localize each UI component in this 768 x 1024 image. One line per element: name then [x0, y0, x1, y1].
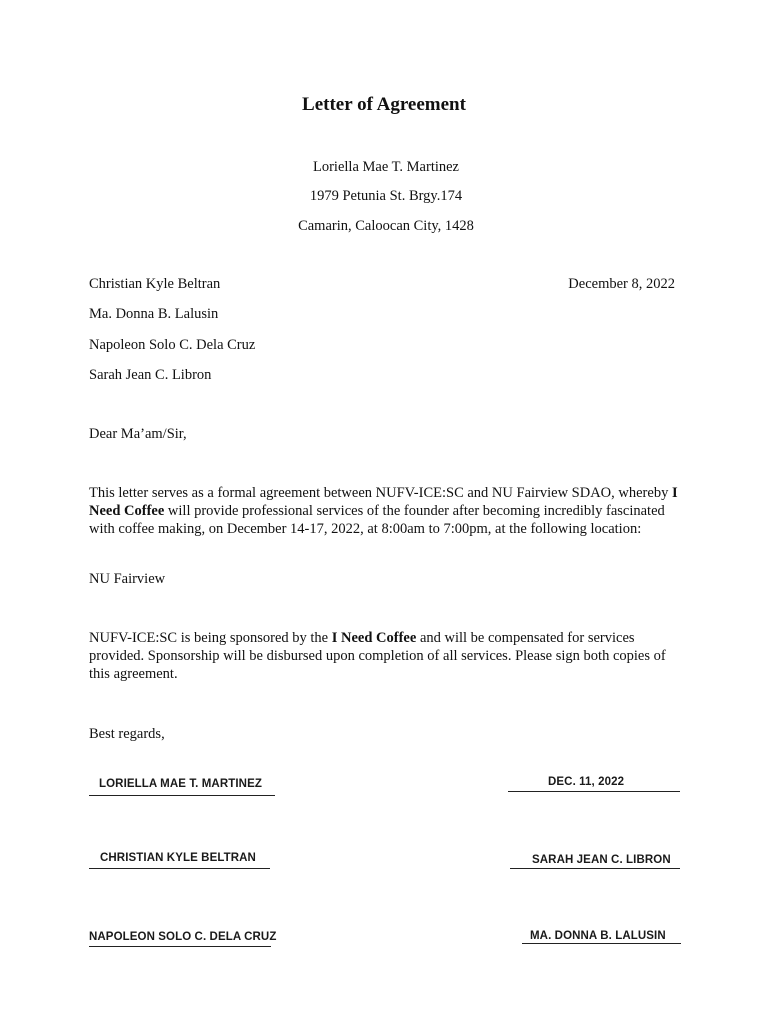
paragraph-1-text-b: will provide professional services of the founder after becoming incredibly fascinated with coffee making, on December 14-17, 2022, at 8:00am to 7:00pm, at the following location:	[89, 503, 665, 537]
closing: Best regards,	[89, 726, 165, 742]
agreement-paragraph	[89, 484, 689, 538]
recipient-2: Ma. Donna B. Lalusin	[89, 306, 219, 322]
event-location: NU Fairview	[89, 571, 166, 587]
sender-name: Loriella Mae T. Martinez	[312, 159, 459, 175]
sponsor-name-bold: I Need Coffee	[331, 630, 417, 646]
recipient-3: Napoleon Solo C. Dela Cruz	[89, 337, 256, 353]
signature-christian: CHRISTIAN KYLE BELTRAN	[100, 852, 256, 864]
paragraph-1-text-a: This letter serves as a formal agreement between NUFV-ICE:SC and NU Fairview SDAO, whereby	[89, 485, 672, 501]
signature-line-3	[89, 868, 270, 869]
signature-loriella: LORIELLA MAE T. MARTINEZ	[99, 778, 262, 790]
sponsorship-paragraph	[89, 629, 689, 683]
signature-donna: MA. DONNA B. LALUSIN	[530, 930, 666, 942]
signature-line-2	[508, 791, 680, 792]
salutation: Dear Ma’am/Sir,	[89, 426, 187, 442]
paragraph-2-text-b: and will be compensated for services provided. Sponsorship will be disbursed upon completion of all services. Please sign both copies of this agreement.	[89, 630, 666, 682]
signature-line-4	[510, 868, 680, 869]
company-name-bold: I Need Coffee	[89, 485, 678, 519]
signature-date: DEC. 11, 2022	[548, 776, 625, 788]
signature-line-5	[89, 946, 271, 947]
signature-sarah: SARAH JEAN C. LIBRON	[532, 854, 671, 866]
letter-date: December 8, 2022	[568, 276, 675, 292]
signature-line-6	[522, 943, 681, 944]
sender-address-line-2: Camarin, Caloocan City, 1428	[298, 218, 474, 234]
recipient-1: Christian Kyle Beltran	[89, 276, 221, 292]
document-title: Letter of Agreement	[302, 94, 466, 115]
sender-address-line-1: 1979 Petunia St. Brgy.174	[309, 188, 463, 204]
paragraph-2-text-a: NUFV-ICE:SC is being sponsored by the	[89, 630, 332, 646]
signature-line-1	[89, 795, 275, 796]
recipient-4: Sarah Jean C. Libron	[89, 367, 212, 383]
signature-napoleon: NAPOLEON SOLO C. DELA CRUZ	[89, 931, 277, 943]
